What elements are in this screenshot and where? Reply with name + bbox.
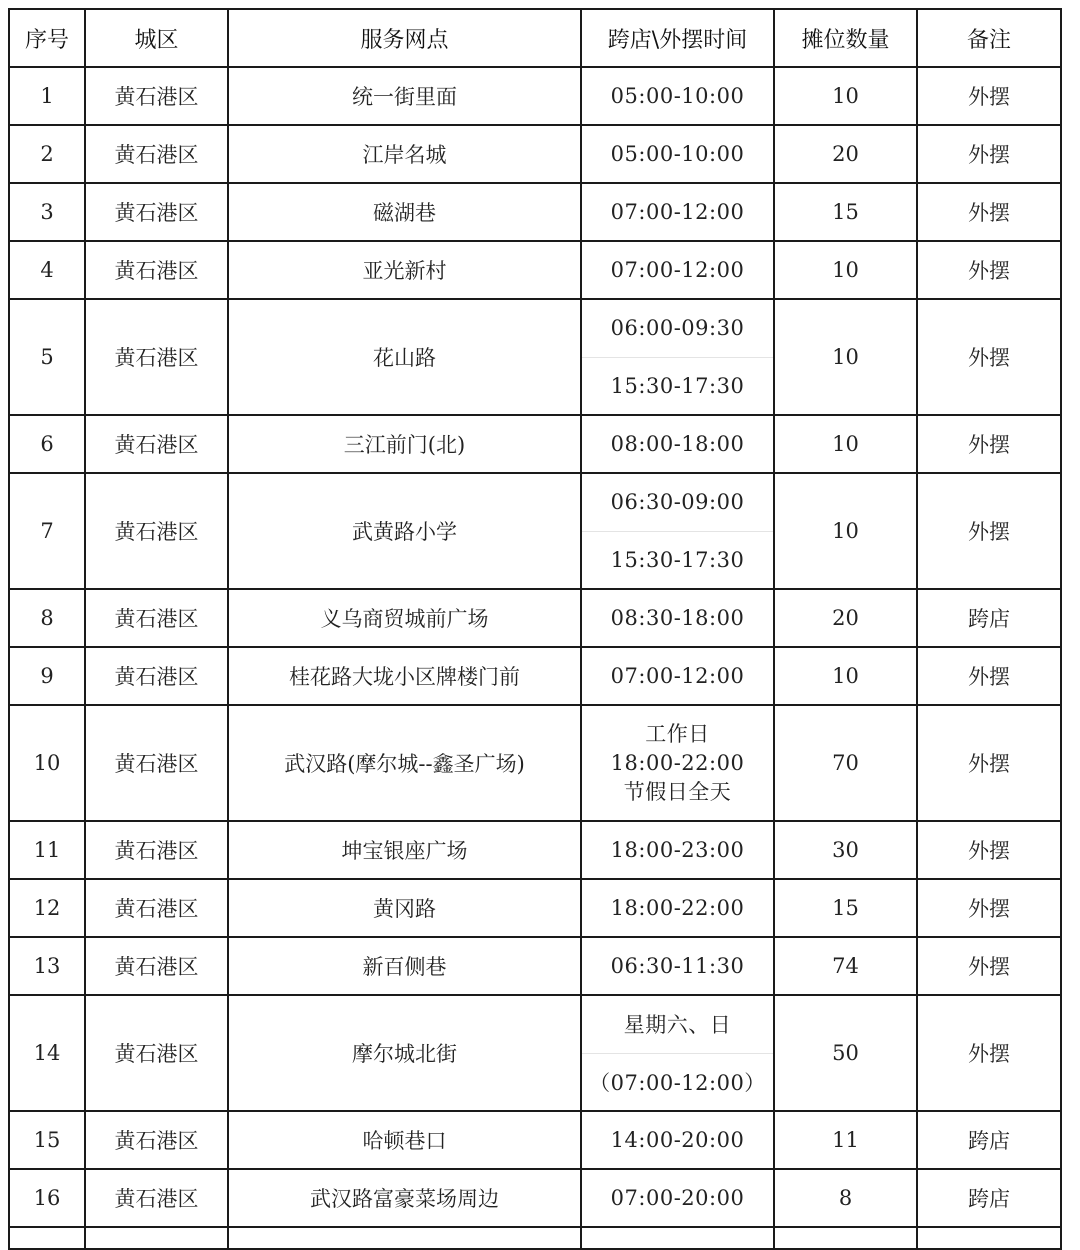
header-no: 序号	[9, 9, 85, 67]
time-days: 星期六、日	[623, 1013, 732, 1038]
cell-count: 10	[774, 299, 917, 415]
cell-site: 统一街里面	[228, 67, 581, 125]
cell-no: 5	[9, 299, 85, 415]
cell-count: 74	[774, 937, 917, 995]
cell-count: 11	[774, 1111, 917, 1169]
cell-no: 7	[9, 473, 85, 589]
table-row	[9, 705, 1061, 821]
cell-count: 20	[774, 589, 917, 647]
cell-time	[581, 995, 774, 1111]
cell-count: 15	[774, 183, 917, 241]
cell-note: 外摆	[917, 473, 1061, 589]
table-row	[9, 1169, 1061, 1227]
header-note: 备注	[917, 9, 1061, 67]
cell-time: 05:00-10:00	[581, 125, 774, 183]
cell-site: 武汉路富豪菜场周边	[228, 1169, 581, 1227]
table-row	[9, 241, 1061, 299]
header-site: 服务网点	[228, 9, 581, 67]
cell-count: 10	[774, 67, 917, 125]
cell-no: 9	[9, 647, 85, 705]
cell-note: 外摆	[917, 937, 1061, 995]
cell-site: 武黄路小学	[228, 473, 581, 589]
stall-schedule-table	[8, 8, 1062, 1250]
cell-district: 黄石港区	[85, 183, 228, 241]
cell-time	[581, 299, 774, 415]
cell-site: 哈顿巷口	[228, 1111, 581, 1169]
cell-no: 14	[9, 995, 85, 1111]
cell-time: 18:00-23:00	[581, 821, 774, 879]
cell-site: 三江前门(北)	[228, 415, 581, 473]
cell-site: 桂花路大垅小区牌楼门前	[228, 647, 581, 705]
cell-count: 70	[774, 705, 917, 821]
cell-no: 8	[9, 589, 85, 647]
table-row	[9, 1111, 1061, 1169]
cell-note: 外摆	[917, 183, 1061, 241]
cell-time: 07:00-12:00	[581, 647, 774, 705]
cell-district: 黄石港区	[85, 125, 228, 183]
cell-empty	[581, 1227, 774, 1249]
table-row-cutoff	[9, 1227, 1061, 1249]
cell-count: 10	[774, 241, 917, 299]
header-district: 城区	[85, 9, 228, 67]
cell-time: 07:00-20:00	[581, 1169, 774, 1227]
table-row	[9, 879, 1061, 937]
time-hours: （07:00-12:00）	[582, 1053, 773, 1111]
cell-time: 08:00-18:00	[581, 415, 774, 473]
cell-district: 黄石港区	[85, 589, 228, 647]
table-row	[9, 183, 1061, 241]
cell-note: 外摆	[917, 705, 1061, 821]
cell-site: 摩尔城北街	[228, 995, 581, 1111]
cell-district: 黄石港区	[85, 415, 228, 473]
cell-note: 外摆	[917, 241, 1061, 299]
cell-empty	[9, 1227, 85, 1249]
cell-no: 11	[9, 821, 85, 879]
table-row	[9, 589, 1061, 647]
cell-district: 黄石港区	[85, 821, 228, 879]
cell-no: 3	[9, 183, 85, 241]
cell-time: 07:00-12:00	[581, 241, 774, 299]
table-row	[9, 299, 1061, 415]
cell-district: 黄石港区	[85, 937, 228, 995]
cell-count: 10	[774, 647, 917, 705]
cell-empty	[228, 1227, 581, 1249]
cell-district: 黄石港区	[85, 241, 228, 299]
cell-site: 亚光新村	[228, 241, 581, 299]
cell-no: 2	[9, 125, 85, 183]
table-row	[9, 937, 1061, 995]
cell-no: 6	[9, 415, 85, 473]
cell-count: 50	[774, 995, 917, 1111]
cell-count: 8	[774, 1169, 917, 1227]
cell-time: 14:00-20:00	[581, 1111, 774, 1169]
cell-no: 15	[9, 1111, 85, 1169]
header-count: 摊位数量	[774, 9, 917, 67]
table-row	[9, 473, 1061, 589]
cell-time: 07:00-12:00	[581, 183, 774, 241]
cell-note: 外摆	[917, 995, 1061, 1111]
cell-site: 坤宝银座广场	[228, 821, 581, 879]
cell-time: 18:00-22:00	[581, 879, 774, 937]
cell-note: 外摆	[917, 67, 1061, 125]
cell-count: 15	[774, 879, 917, 937]
cell-time: 08:30-18:00	[581, 589, 774, 647]
time-line-holiday: 节假日全天	[623, 779, 732, 804]
cell-note: 跨店	[917, 1169, 1061, 1227]
cell-time: 05:00-10:00	[581, 67, 774, 125]
table-row	[9, 995, 1061, 1111]
time-line-workday-hours: 18:00-22:00	[610, 750, 745, 775]
cell-district: 黄石港区	[85, 647, 228, 705]
cell-site: 磁湖巷	[228, 183, 581, 241]
cell-note: 外摆	[917, 821, 1061, 879]
time-slot-1: 06:00-09:30	[610, 316, 745, 341]
cell-no: 13	[9, 937, 85, 995]
table-row	[9, 821, 1061, 879]
cell-site: 义乌商贸城前广场	[228, 589, 581, 647]
cell-count: 30	[774, 821, 917, 879]
cell-no: 16	[9, 1169, 85, 1227]
cell-note: 外摆	[917, 299, 1061, 415]
cell-site: 武汉路(摩尔城--鑫圣广场)	[228, 705, 581, 821]
cell-district: 黄石港区	[85, 299, 228, 415]
cell-note: 跨店	[917, 589, 1061, 647]
cell-site: 花山路	[228, 299, 581, 415]
cell-no: 1	[9, 67, 85, 125]
time-slot-2: 15:30-17:30	[582, 357, 773, 415]
table-header-row	[9, 9, 1061, 67]
cell-empty	[774, 1227, 917, 1249]
cell-district: 黄石港区	[85, 879, 228, 937]
cell-note: 外摆	[917, 125, 1061, 183]
stall-schedule-sheet	[8, 8, 1062, 1250]
cell-district: 黄石港区	[85, 67, 228, 125]
time-line-workday-label: 工作日	[645, 721, 710, 746]
cell-count: 10	[774, 473, 917, 589]
cell-time	[581, 473, 774, 589]
cell-no: 12	[9, 879, 85, 937]
header-time: 跨店\外摆时间	[581, 9, 774, 67]
cell-note: 跨店	[917, 1111, 1061, 1169]
cell-empty	[917, 1227, 1061, 1249]
time-slot-1: 06:30-09:00	[610, 490, 745, 515]
cell-district: 黄石港区	[85, 1169, 228, 1227]
cell-no: 10	[9, 705, 85, 821]
table-row	[9, 125, 1061, 183]
cell-no: 4	[9, 241, 85, 299]
table-row	[9, 647, 1061, 705]
table-row	[9, 67, 1061, 125]
cell-site: 黄冈路	[228, 879, 581, 937]
table-row	[9, 415, 1061, 473]
cell-empty	[85, 1227, 228, 1249]
cell-time: 06:30-11:30	[581, 937, 774, 995]
cell-count: 10	[774, 415, 917, 473]
cell-time	[581, 705, 774, 821]
cell-site: 江岸名城	[228, 125, 581, 183]
cell-note: 外摆	[917, 879, 1061, 937]
cell-district: 黄石港区	[85, 705, 228, 821]
cell-note: 外摆	[917, 415, 1061, 473]
cell-district: 黄石港区	[85, 995, 228, 1111]
cell-count: 20	[774, 125, 917, 183]
time-slot-2: 15:30-17:30	[582, 531, 773, 589]
cell-note: 外摆	[917, 647, 1061, 705]
cell-site: 新百侧巷	[228, 937, 581, 995]
cell-district: 黄石港区	[85, 1111, 228, 1169]
cell-district: 黄石港区	[85, 473, 228, 589]
